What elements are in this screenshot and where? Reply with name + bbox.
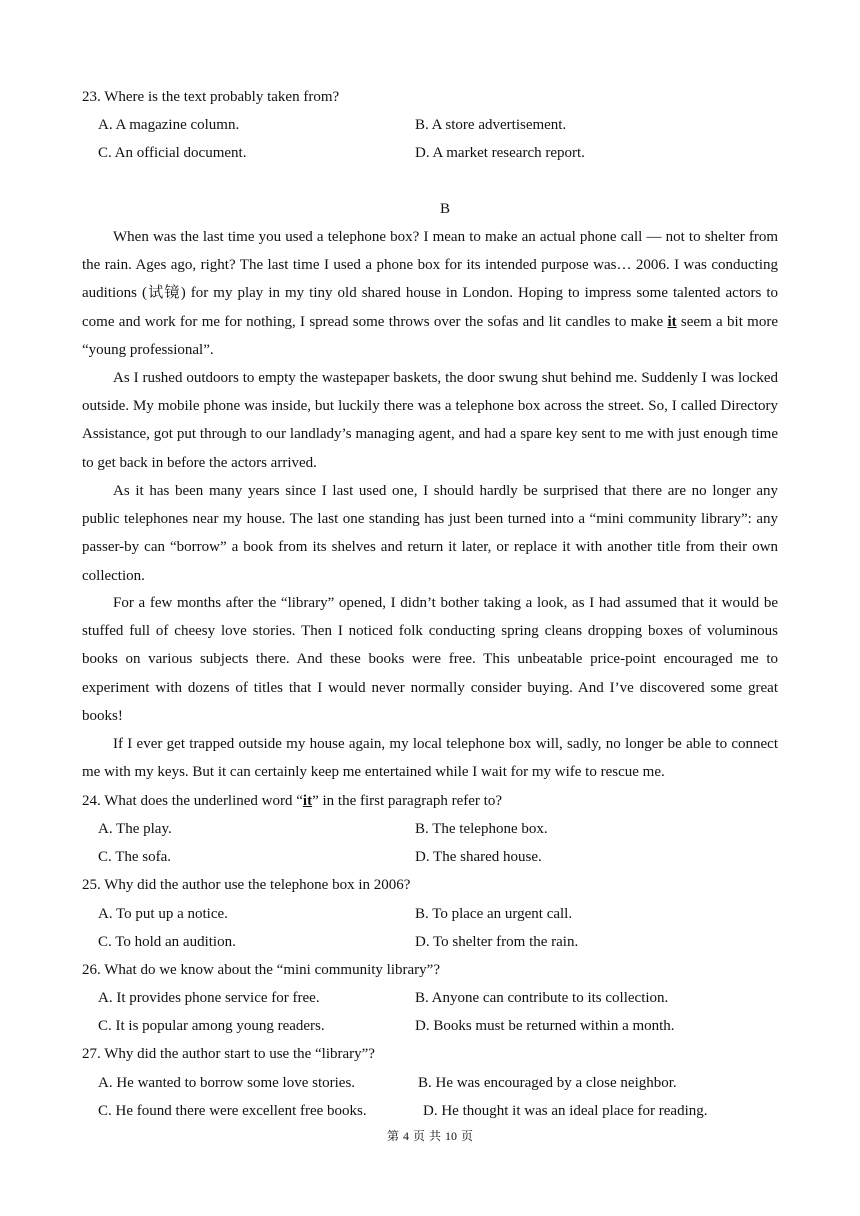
q23-option-c: C. An official document. bbox=[98, 145, 247, 161]
passage-paragraph-4: For a few months after the “library” opened, I didn’t bother taking a look, as I had assumed that it would be stuffed full of cheesy love stories. Then I noticed folk conducting spring cleans dropping boxes of voluminous books on various subjects there. And these books were free. This unbeatable price-point encouraged me to experiment with dozens of titles that I would never normally consider buying. And I’ve discovered some great books! bbox=[82, 595, 778, 724]
q25-option-d: D. To shelter from the rain. bbox=[415, 934, 579, 950]
footer-total-pages: 10 bbox=[445, 1129, 458, 1143]
q26-option-c: C. It is popular among young readers. bbox=[98, 1018, 325, 1034]
q24-text-before: 24. What does the underlined word “ bbox=[82, 793, 303, 809]
passage-paragraph-5: If I ever get trapped outside my house again, my local telephone box will, sadly, no longer be able to connect me with my keys. But it can certainly keep me entertained while I wait for my wife to rescue me. bbox=[82, 736, 778, 781]
passage-paragraph-1 bbox=[82, 223, 778, 364]
q24-option-b: B. The telephone box. bbox=[415, 821, 548, 837]
q24-option-d: D. The shared house. bbox=[415, 849, 542, 865]
q24-underlined-word: it bbox=[302, 793, 313, 809]
section-label: B bbox=[439, 201, 450, 217]
q24-text-after: ” in the first paragraph refer to? bbox=[312, 793, 502, 809]
p1-text-after: seem a bit more “young professional”. bbox=[82, 313, 778, 358]
footer-di: 第 bbox=[386, 1129, 399, 1143]
q26-option-b: B. Anyone can contribute to its collection. bbox=[415, 990, 669, 1006]
passage-paragraph-2: As I rushed outdoors to empty the wastepaper baskets, the door swung shut behind me. Suddenly I was locked outside. My mobile phone was inside, but luckily there was a telephone box across the street. So, I called Directory Assistance, got put through to our landlady’s managing agent, and had a spare key sent to me with just enough time to get back in before the actors arrived. bbox=[82, 370, 778, 471]
footer-page-number: 4 bbox=[402, 1129, 409, 1143]
question-27: 27. Why did the author start to use the “library”? bbox=[82, 1046, 375, 1062]
q27-option-d: D. He thought it was an ideal place for reading. bbox=[423, 1103, 708, 1119]
underlined-word: it bbox=[667, 313, 677, 330]
page-footer bbox=[0, 1128, 860, 1144]
passage-paragraph-3: As it has been many years since I last used one, I should hardly be surprised that there are no longer any public telephones near my house. The last one standing has just been turned into a “mini community library”: any passer-by can “borrow” a book from its shelves and return it later, or replace it with another title from their own collection. bbox=[82, 483, 778, 584]
footer-ye-1: 页 bbox=[412, 1129, 425, 1143]
question-24 bbox=[82, 791, 502, 811]
footer-ye-2: 页 bbox=[461, 1129, 474, 1143]
p1-text-before: When was the last time you used a telephone box? I mean to make an actual phone call — not to shelter from the rain. Ages ago, right? The last time I used a phone box for its intended purpose was… 2006. I was conducting auditions (试镜) for my play in my tiny old shared house in London. Hoping to impress some talented actors to come and work for me for nothing, I spread some throws over the sofas and lit candles to make bbox=[82, 229, 778, 330]
q26-option-a: A. It provides phone service for free. bbox=[98, 990, 320, 1006]
question-23: 23. Where is the text probably taken from? bbox=[82, 89, 340, 105]
q23-option-a: A. A magazine column. bbox=[98, 117, 240, 133]
q27-option-c: C. He found there were excellent free books. bbox=[98, 1103, 367, 1119]
q25-option-b: B. To place an urgent call. bbox=[415, 906, 573, 922]
q24-option-c: C. The sofa. bbox=[98, 849, 172, 865]
q25-option-c: C. To hold an audition. bbox=[98, 934, 236, 950]
q26-option-d: D. Books must be returned within a month. bbox=[415, 1018, 675, 1034]
q23-option-d: D. A market research report. bbox=[415, 145, 585, 161]
question-26: 26. What do we know about the “mini community library”? bbox=[82, 962, 440, 978]
q24-option-a: A. The play. bbox=[98, 821, 172, 837]
q27-option-b: B. He was encouraged by a close neighbor. bbox=[418, 1075, 677, 1091]
question-25: 25. Why did the author use the telephone box in 2006? bbox=[82, 877, 411, 893]
q25-option-a: A. To put up a notice. bbox=[98, 906, 228, 922]
q23-option-b: B. A store advertisement. bbox=[415, 117, 567, 133]
footer-gong: 共 bbox=[429, 1129, 442, 1143]
q27-option-a: A. He wanted to borrow some love stories. bbox=[98, 1075, 356, 1091]
